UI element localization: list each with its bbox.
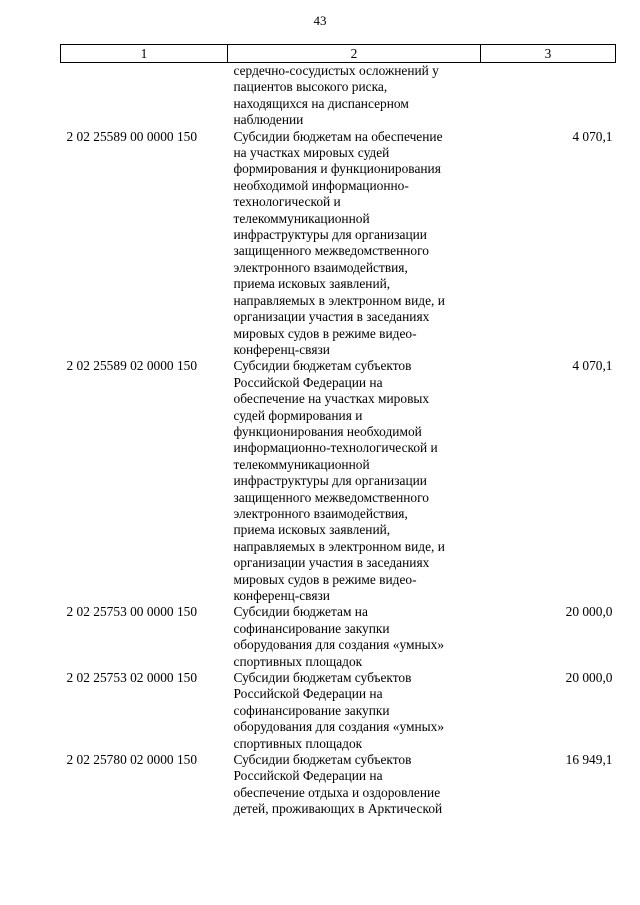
budget-code-cell: 2 02 25753 00 0000 150 (66, 604, 198, 620)
budget-code-cell: 2 02 25589 00 0000 150 (66, 128, 198, 144)
description-cell (228, 604, 481, 670)
amount-cell: 20 000,0 (565, 604, 613, 620)
description-line: Российской Федерации на (233, 374, 383, 390)
description-line: Российской Федерации на (233, 686, 383, 702)
description-line: организации участия в заседаниях (233, 309, 430, 325)
description-line: Российской Федерации на (233, 768, 383, 784)
description-line: информационно-технологической и (233, 440, 438, 456)
description-line: судей формирования и (233, 407, 363, 423)
budget-code-cell: 2 02 25780 02 0000 150 (66, 752, 198, 768)
description-line: детей, проживающих в Арктической (233, 801, 443, 817)
description-line: телекоммуникационной (233, 210, 370, 226)
budget-code-cell: 2 02 25589 02 0000 150 (66, 358, 198, 374)
description-line: мировых судов в режиме видео- (233, 325, 417, 341)
description-cell (228, 752, 481, 818)
description-line: инфраструктуры для организации (233, 227, 427, 243)
table-body (61, 63, 616, 818)
column-header-code: 1 (61, 45, 228, 63)
table-row (61, 358, 616, 604)
description-line: электронного взаимодействия, (233, 505, 408, 521)
description-line: направляемых в электронном виде, и (233, 538, 445, 554)
column-header-amount: 3 (481, 45, 616, 63)
description-line: конференц-связи (233, 341, 330, 357)
description-line: находящихся на диспансерном (233, 95, 409, 111)
description-line: Субсидии бюджетам субъектов (233, 358, 412, 374)
description-line: софинансирование закупки (233, 620, 390, 636)
description-line: пациентов высокого риска, (233, 79, 388, 95)
description-line: наблюдении (233, 112, 304, 128)
table-row (61, 129, 616, 359)
description-line: оборудования для создания «умных» (233, 719, 445, 735)
description-line: оборудования для создания «умных» (233, 637, 445, 653)
description-line: технологической и (233, 194, 341, 210)
description-line: Субсидии бюджетам субъектов (233, 670, 412, 686)
description-line: организации участия в заседаниях (233, 555, 430, 571)
description-line: на участках мировых судей (233, 145, 390, 161)
description-line: обеспечение отдыха и оздоровление (233, 784, 441, 800)
description-line: необходимой информационно- (233, 177, 409, 193)
table-row (61, 752, 616, 818)
amount-cell: 16 949,1 (565, 752, 613, 768)
description-line: Субсидии бюджетам на обеспечение (233, 128, 443, 144)
description-cell (228, 670, 481, 752)
table-row (61, 670, 616, 752)
column-header-description: 2 (228, 45, 481, 63)
description-line: приема исковых заявлений, (233, 522, 391, 538)
description-line: телекоммуникационной (233, 456, 370, 472)
description-line: защищенного межведомственного (233, 243, 429, 259)
amount-cell (481, 63, 616, 129)
table-header (61, 45, 616, 63)
description-line: конференц-связи (233, 588, 330, 603)
table-row (61, 63, 616, 129)
page-number: 43 (313, 13, 327, 28)
description-line: Субсидии бюджетам на (233, 604, 368, 620)
description-line: сердечно-сосудистых осложнений у (233, 63, 439, 78)
description-line: приема исковых заявлений, (233, 276, 391, 292)
description-cell (228, 129, 481, 359)
description-line: спортивных площадок (233, 735, 363, 751)
description-line: направляемых в электронном виде, и (233, 292, 445, 308)
description-line: мировых судов в режиме видео- (233, 571, 417, 587)
description-line: обеспечение на участках мировых (233, 391, 430, 407)
budget-table (60, 44, 616, 818)
budget-code-cell: 2 02 25753 02 0000 150 (66, 670, 198, 686)
description-line: Субсидии бюджетам субъектов (233, 752, 412, 768)
budget-code-cell (61, 63, 228, 129)
description-line: инфраструктуры для организации (233, 473, 427, 489)
description-line: электронного взаимодействия, (233, 259, 408, 275)
header-row (61, 45, 616, 63)
amount-cell: 20 000,0 (565, 670, 613, 686)
description-line: защищенного межведомственного (233, 489, 429, 505)
description-cell (228, 63, 481, 129)
table-row (61, 604, 616, 670)
description-line: функционирования необходимой (233, 423, 422, 439)
amount-cell: 4 070,1 (572, 358, 613, 374)
description-line: софинансирование закупки (233, 702, 390, 718)
amount-cell: 4 070,1 (572, 128, 613, 144)
description-line: спортивных площадок (233, 653, 363, 669)
description-cell (228, 358, 481, 604)
description-line: формирования и функционирования (233, 161, 441, 177)
